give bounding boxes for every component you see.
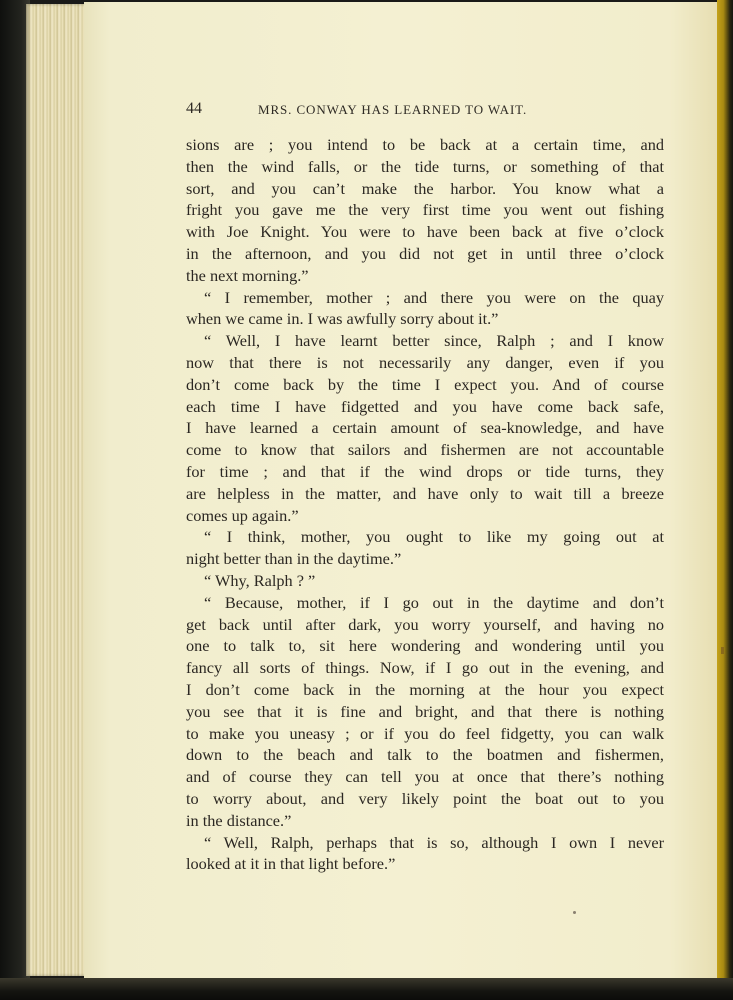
text-line: sions are ; you intend to be back at a certain time, and xyxy=(186,135,664,154)
text-line: fright you gave me the very first time you went out fishing xyxy=(186,200,664,220)
paper-speck xyxy=(573,911,576,914)
text-line: each time I have fidgetted and you have come back safe, xyxy=(186,396,664,416)
book-spine-edge xyxy=(717,0,733,1000)
page-number: 44 xyxy=(186,100,202,117)
text-line: looked at it in that light before.” xyxy=(186,854,396,874)
text-line: night better than in the daytime.” xyxy=(186,549,402,569)
text-line: to make you uneasy ; or if you do feel fidgetty, you can walk xyxy=(186,723,664,743)
text-line: one to talk to, sit here wondering and wondering until you xyxy=(186,636,664,656)
text-line: and of course they can tell you at once that there’s nothing xyxy=(186,767,664,787)
text-line: “ I think, mother, you ought to like my going out at xyxy=(204,527,664,547)
text-line: then the wind falls, or the tide turns, or something of that xyxy=(186,156,664,176)
body-text xyxy=(186,134,664,875)
text-line: now that there is not necessarily any danger, even if you xyxy=(186,352,664,372)
text-line: “ Because, mother, if I go out in the daytime and don’t xyxy=(204,592,664,612)
text-line: get back until after dark, you worry yourself, and having no xyxy=(186,614,664,634)
text-line: come to know that sailors and fishermen are not accountable xyxy=(186,440,664,460)
text-line: “ Well, Ralph, perhaps that is so, although I own I never xyxy=(204,832,664,852)
margin-mark xyxy=(721,647,724,654)
text-line: for time ; and that if the wind drops or tide turns, they xyxy=(186,461,664,481)
text-line: you see that it is fine and bright, and that there is nothing xyxy=(186,701,664,721)
page-stack-edges xyxy=(26,4,90,976)
text-line: to worry about, and very likely point the boat out to you xyxy=(186,788,664,808)
text-line: “ Well, I have learnt better since, Ralph ; and I know xyxy=(204,331,664,351)
text-line: I don’t come back in the morning at the hour you expect xyxy=(186,679,664,699)
text-line: when we came in. I was awfully sorry about it.” xyxy=(186,309,499,329)
text-line: I have learned a certain amount of sea-knowledge, and have xyxy=(186,418,664,438)
text-line: in the distance.” xyxy=(186,810,292,830)
bottom-shadow xyxy=(0,978,733,1000)
text-line: fancy all sorts of things. Now, if I go out in the evening, and xyxy=(186,658,664,678)
text-line: the next morning.” xyxy=(186,265,309,285)
text-line: are helpless in the matter, and have only to wait till a breeze xyxy=(186,483,664,503)
running-head: MRS. CONWAY HAS LEARNED TO WAIT. xyxy=(258,102,528,117)
text-line: “ I remember, mother ; and there you were on the quay xyxy=(204,287,664,307)
text-line: comes up again.” xyxy=(186,505,299,525)
text-line: don’t come back by the time I expect you. And of course xyxy=(186,374,664,394)
text-line: with Joe Knight. You were to have been back at five o’clock xyxy=(186,222,664,242)
text-line: sort, and you can’t make the harbor. You know what a xyxy=(186,178,664,198)
text-line: “ Why, Ralph ? ” xyxy=(204,570,316,590)
text-line: in the afternoon, and you did not get in until three o’clock xyxy=(186,243,664,263)
text-line: down to the beach and talk to the boatmen and fishermen, xyxy=(186,745,664,765)
